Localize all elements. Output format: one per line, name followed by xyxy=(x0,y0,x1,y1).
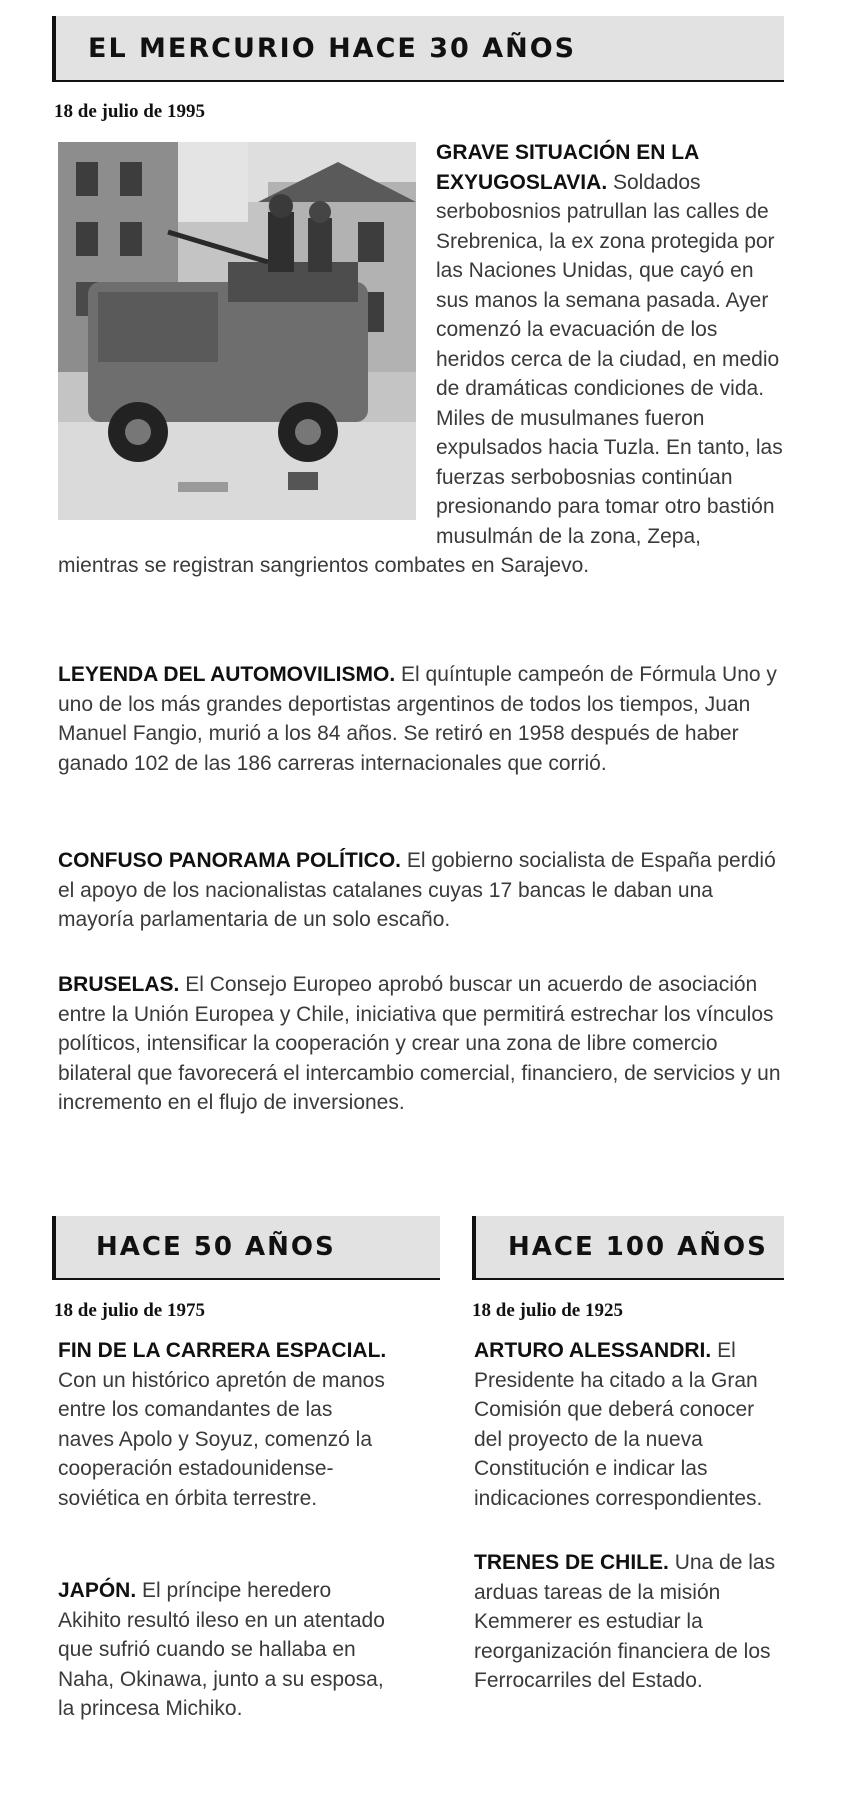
left-section-banner xyxy=(52,1216,440,1280)
article-headline: JAPÓN xyxy=(58,1579,131,1602)
main-article-4: BRUSELAS. El Consejo Europeo aprobó buscar un acuerdo de asociación entre la Unión Europea y Chile, iniciativa que permitirá estrechar los vínculos políticos, intensificar la cooperación y crear una zona de libre comercio bilateral que favorecerá el intercambio comercial, financiero, de servicios y un incremento en el flujo de inversiones. xyxy=(58,973,781,1114)
article-body: Soldados serbobosnios patrullan las calles de Srebrenica, la ex zona protegida por las Naciones Unidas, que cayó en sus manos la semana pasada. Ayer comenzó la evacuación de los heridos cerca de la ciudad, en medio de dramáticas condiciones de vida. Miles de musulmanes fueron expulsados hacia Tuzla. En tanto, las fuerzas serbobosnias continúan presionando para tomar otro bastión musulmán de la zona, Zepa, mientras se registran sangrientos combates en Sarajevo. xyxy=(58,170,783,577)
article-headline: FIN DE LA CARRERA ESPACIAL xyxy=(58,1339,381,1362)
article-body: Con un histórico apretón de manos entre los comandantes de las naves Apolo y Soyuz, comenzó la cooperación estadounidense-soviética en órbita terrestre. xyxy=(58,1368,385,1510)
main-article-3: CONFUSO PANORAMA POLÍTICO. El gobierno socialista de España perdió el apoyo de los nacionalistas catalanes cuyas 17 bancas le daban una mayoría parlamentaria de un solo escaño. xyxy=(58,849,776,931)
article-headline: GRAVE SITUACIÓN EN LA EXYUGOSLAVIA xyxy=(436,141,699,194)
right-section-title: HACE 100 AÑOS xyxy=(508,1232,768,1262)
article-headline: ARTURO ALESSANDRI xyxy=(474,1339,706,1362)
soldiers-vehicle-photo xyxy=(58,142,416,520)
left-date: 18 de julio de 1975 xyxy=(54,1300,205,1321)
right-section-banner xyxy=(472,1216,784,1280)
article-body: El quíntuple campeón de Fórmula Uno y uno de los más grandes deportistas argentinos de todos los tiempos, Juan Manuel Fangio, murió a los 84 años. Se retiró en 1958 después de haber ganado 102 de las 186 carreras internacionales que corrió. xyxy=(58,663,777,775)
article-body: El gobierno socialista de España perdió el apoyo de los nacionalistas catalanes cuyas 17 bancas le daban una mayoría parlamentaria de un solo escaño. xyxy=(58,849,776,931)
main-article-2: LEYENDA DEL AUTOMOVILISMO. El quíntuple campeón de Fórmula Uno y uno de los más grandes deportistas argentinos de todos los tiempos, Juan Manuel Fangio, murió a los 84 años. Se retiró en 1958 después de haber ganado 102 de las 186 carreras internacionales que corrió. xyxy=(58,663,777,775)
article-headline: BRUSELAS xyxy=(58,973,174,996)
left-article-1: FIN DE LA CARRERA ESPACIAL. Con un histórico apretón de manos entre los comandantes de las naves Apolo y Soyuz, comenzó la cooperación estadounidense-soviética en órbita terrestre. xyxy=(58,1339,387,1510)
main-section-title: EL MERCURIO HACE 30 AÑOS xyxy=(88,32,577,64)
article-body: El Presidente ha citado a la Gran Comisión que deberá conocer del proyecto de la nueva Constitución e indicar las indicaciones correspondientes. xyxy=(474,1339,763,1510)
main-article-1: GRAVE SITUACIÓN EN LA EXYUGOSLAVIA. Soldados serbobosnios patrullan las calles de Srebrenica, la ex zona protegida por las Naciones Unidas, que cayó en sus manos la semana pasada. Ayer comenzó la evacuación de los heridos cerca de la ciudad, en medio de dramáticas condiciones de vida. Miles de musulmanes fueron expulsados hacia Tuzla. En tanto, las fuerzas serbobosnias continúan presionando para tomar otro bastión musulmán de la zona, Zepa, mientras se registran sangrientos combates en Sarajevo. xyxy=(58,141,783,577)
article-body: El príncipe heredero Akihito resultó ileso en un atentado que sufrió cuando se hallaba en Naha, Okinawa, junto a su esposa, la princesa Michiko. xyxy=(58,1579,385,1720)
article-headline: CONFUSO PANORAMA POLÍTICO xyxy=(58,849,396,872)
news-photo xyxy=(58,142,416,520)
main-section-banner xyxy=(52,16,784,82)
right-date: 18 de julio de 1925 xyxy=(472,1300,623,1321)
left-article-2: JAPÓN. El príncipe heredero Akihito resultó ileso en un atentado que sufrió cuando se hallaba en Naha, Okinawa, junto a su esposa, la princesa Michiko. xyxy=(58,1579,385,1720)
article-body: El Consejo Europeo aprobó buscar un acuerdo de asociación entre la Unión Europea y Chile, iniciativa que permitirá estrechar los vínculos políticos, intensificar la cooperación y crear una zona de libre comercio bilateral que favorecerá el intercambio comercial, financiero, de servicios y un incremento en el flujo de inversiones. xyxy=(58,973,781,1114)
main-date: 18 de julio de 1995 xyxy=(54,101,205,122)
article-body: Una de las arduas tareas de la misión Kemmerer es estudiar la reorganización financiera de los Ferrocarriles del Estado. xyxy=(474,1551,776,1692)
right-article-2: TRENES DE CHILE. Una de las arduas tareas de la misión Kemmerer es estudiar la reorganización financiera de los Ferrocarriles del Estado. xyxy=(474,1551,776,1692)
right-article-1: ARTURO ALESSANDRI. El Presidente ha citado a la Gran Comisión que deberá conocer del proyecto de la nueva Constitución e indicar las indicaciones correspondientes. xyxy=(474,1339,763,1510)
article-headline: LEYENDA DEL AUTOMOVILISMO xyxy=(58,663,390,686)
left-section-title: HACE 50 AÑOS xyxy=(96,1232,336,1262)
article-headline: TRENES DE CHILE xyxy=(474,1551,664,1574)
